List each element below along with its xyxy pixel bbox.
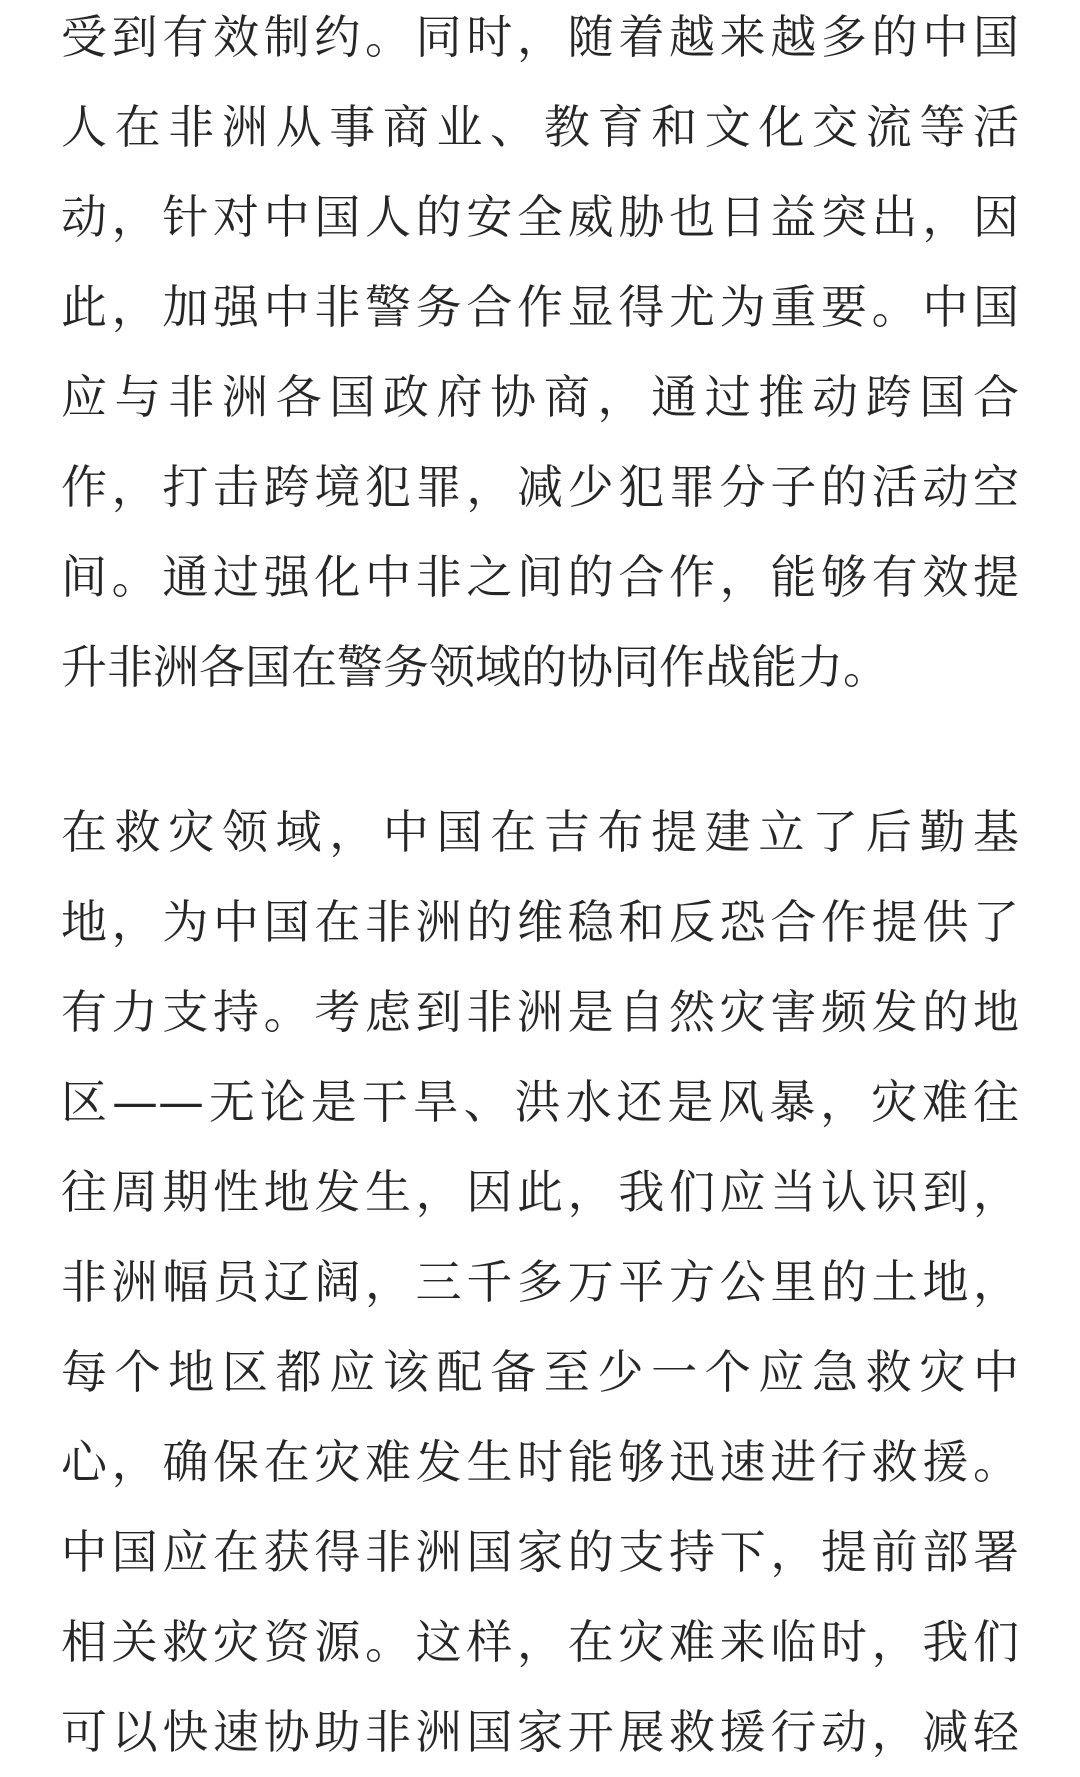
paragraph-spacer bbox=[61, 712, 1019, 787]
text-line: 非洲幅员辽阔，三千多万平方公里的土地， bbox=[61, 1255, 1019, 1309]
text-line: 每个地区都应该配备至少一个应急救灾中 bbox=[61, 1345, 1019, 1399]
text-line: 往周期性地发生，因此，我们应当认识到， bbox=[61, 1165, 1019, 1219]
text-line: 有力支持。考虑到非洲是自然灾害频发的地 bbox=[61, 985, 1019, 1039]
text-line: 动，针对中国人的安全威胁也日益突出，因 bbox=[61, 190, 1019, 244]
text-line: 人在非洲从事商业、教育和文化交流等活 bbox=[61, 100, 1019, 154]
text-line: 心，确保在灾难发生时能够迅速进行救援。 bbox=[61, 1435, 1019, 1489]
text-line: 受到有效制约。同时，随着越来越多的中国 bbox=[61, 10, 1019, 64]
text-line: 地，为中国在非洲的维稳和反恐合作提供了 bbox=[61, 895, 1019, 949]
text-line: 在救灾领域，中国在吉布提建立了后勤基 bbox=[61, 805, 1019, 859]
text-line: 间。通过强化中非之间的合作，能够有效提 bbox=[61, 550, 1019, 604]
text-line: 相关救灾资源。这样，在灾难来临时，我们 bbox=[61, 1615, 1019, 1669]
text-line: 中国应在获得非洲国家的支持下，提前部署 bbox=[61, 1525, 1019, 1579]
text-line: 作，打击跨境犯罪，减少犯罪分子的活动空 bbox=[61, 460, 1019, 514]
text-line: 此，加强中非警务合作显得尤为重要。中国 bbox=[61, 280, 1019, 334]
text-line: 可以快速协助非洲国家开展救援行动，减轻 bbox=[61, 1705, 1019, 1759]
article-body bbox=[61, 0, 1019, 1777]
text-line: 升非洲各国在警务领域的协同作战能力。 bbox=[61, 640, 889, 694]
text-line: 区——无论是干旱、洪水还是风暴，灾难往 bbox=[61, 1075, 1019, 1129]
paragraph-police-cooperation bbox=[61, 0, 1019, 712]
text-line: 应与非洲各国政府协商，通过推动跨国合 bbox=[61, 370, 1019, 424]
paragraph-disaster-relief bbox=[61, 787, 1019, 1777]
